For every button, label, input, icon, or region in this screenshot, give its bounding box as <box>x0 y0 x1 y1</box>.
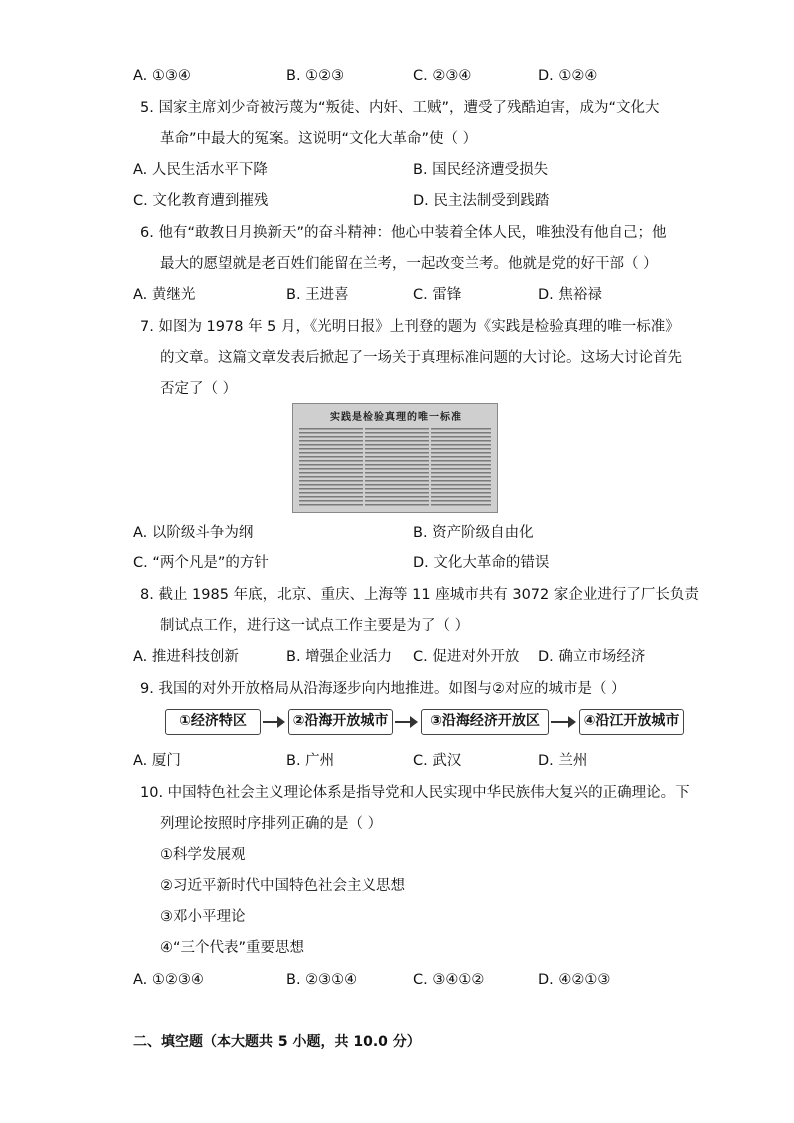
q10-stem-line1: 10. 中国特色社会主义理论体系是指导党和人民实现中华民族伟大复兴的正确理论。下 <box>140 785 690 801</box>
q7-stem-line2: 的文章。这篇文章发表后掀起了一场关于真理标准问题的大讨论。这场大讨论首先 <box>160 350 682 366</box>
flow-box-3: ③沿海经济开放区 <box>421 709 549 735</box>
flow-box-4: ④沿江开放城市 <box>579 709 684 735</box>
q8-option-a: A. 推进科技创新 <box>133 649 239 665</box>
q5-option-c: C. 文化教育遭到摧残 <box>133 193 269 209</box>
flow-arrow-icon <box>263 721 283 723</box>
q10-option-b: B. ②③①④ <box>286 972 358 988</box>
q6-option-a: A. 黄继光 <box>133 287 196 303</box>
q10-item-2: ②习近平新时代中国特色社会主义思想 <box>160 878 405 894</box>
q6-option-d: D. 焦裕禄 <box>538 287 602 303</box>
q6-stem-line1: 6. 他有“敢教日月换新天”的奋斗精神：他心中装着全体人民，唯独没有他自己；他 <box>140 225 667 241</box>
q10-option-a: A. ①②③④ <box>133 972 204 988</box>
q4-option-d: D. ①②④ <box>538 68 598 84</box>
q9-option-d: D. 兰州 <box>538 753 588 769</box>
q10-item-1: ①科学发展观 <box>160 847 246 863</box>
q8-option-b: B. 增强企业活力 <box>286 649 393 665</box>
q5-option-d: D. 民主法制受到践踏 <box>413 193 550 209</box>
q9-option-a: A. 厦门 <box>133 753 181 769</box>
q7-option-d: D. 文化大革命的错误 <box>413 555 550 571</box>
q7-option-b: B. 资产阶级自由化 <box>413 525 534 541</box>
q7-option-c: C. “两个凡是”的方针 <box>133 555 269 571</box>
q10-option-c: C. ③④①② <box>413 972 485 988</box>
q9-option-c: C. 武汉 <box>413 753 462 769</box>
q5-option-b: B. 国民经济遭受损失 <box>413 162 549 178</box>
newspaper-column-gap <box>429 428 431 506</box>
q4-option-c: C. ②③④ <box>413 68 472 84</box>
q6-stem-line2: 最大的愿望就是老百姓们能留在兰考，一起改变兰考。他就是党的好干部（ ） <box>160 256 658 272</box>
flow-arrow-icon <box>551 721 574 723</box>
q7-stem-line3: 否定了（ ） <box>160 381 238 397</box>
q8-stem-line2: 制试点工作，进行这一试点工作主要是为了（ ） <box>160 618 470 634</box>
q9-stem-line1: 9. 我国的对外开放格局从沿海逐步向内地推进。如图与②对应的城市是（ ） <box>140 681 626 697</box>
flow-arrow-icon <box>395 721 416 723</box>
q5-option-a: A. 人民生活水平下降 <box>133 162 268 178</box>
section-heading-fill-in: 二、填空题（本大题共 5 小题，共 10.0 分） <box>133 1034 421 1050</box>
q10-stem-line2: 列理论按照时序排列正确的是（ ） <box>160 816 383 832</box>
q6-option-b: B. 王进喜 <box>286 287 349 303</box>
flow-box-2: ②沿海开放城市 <box>288 709 393 735</box>
newspaper-text-block <box>299 428 491 506</box>
newspaper-image <box>292 403 498 513</box>
q6-option-c: C. 雷锋 <box>413 287 462 303</box>
q10-item-3: ③邓小平理论 <box>160 909 246 925</box>
q5-stem-line1: 5. 国家主席刘少奇被污蔑为“叛徒、内奸、工贼”，遭受了残酷迫害，成为“文化大 <box>140 100 660 116</box>
q4-option-b: B. ①②③ <box>286 68 345 84</box>
q10-option-d: D. ④②①③ <box>538 972 611 988</box>
q7-stem-line1: 7. 如图为 1978 年 5 月，《光明日报》上刊登的题为《实践是检验真理的唯一标准》 <box>140 319 680 335</box>
newspaper-column-gap <box>363 428 365 506</box>
q4-option-a: A. ①③④ <box>133 68 191 84</box>
q9-option-b: B. 广州 <box>286 753 335 769</box>
q7-option-a: A. 以阶级斗争为纲 <box>133 525 254 541</box>
q5-stem-line2: 革命”中最大的冤案。这说明“文化大革命”使（ ） <box>160 131 478 147</box>
opening-up-flow-diagram <box>160 707 686 739</box>
q8-option-c: C. 促进对外开放 <box>413 649 520 665</box>
q8-option-d: D. 确立市场经济 <box>538 649 646 665</box>
q8-stem-line1: 8. 截止 1985 年底，北京、重庆、上海等 11 座城市共有 3072 家企业进行了厂长负责 <box>140 587 699 603</box>
flow-box-1: ①经济特区 <box>165 709 261 735</box>
newspaper-headline: 实践是检验真理的唯一标准 <box>330 412 462 423</box>
q10-item-4: ④“三个代表”重要思想 <box>160 940 305 956</box>
